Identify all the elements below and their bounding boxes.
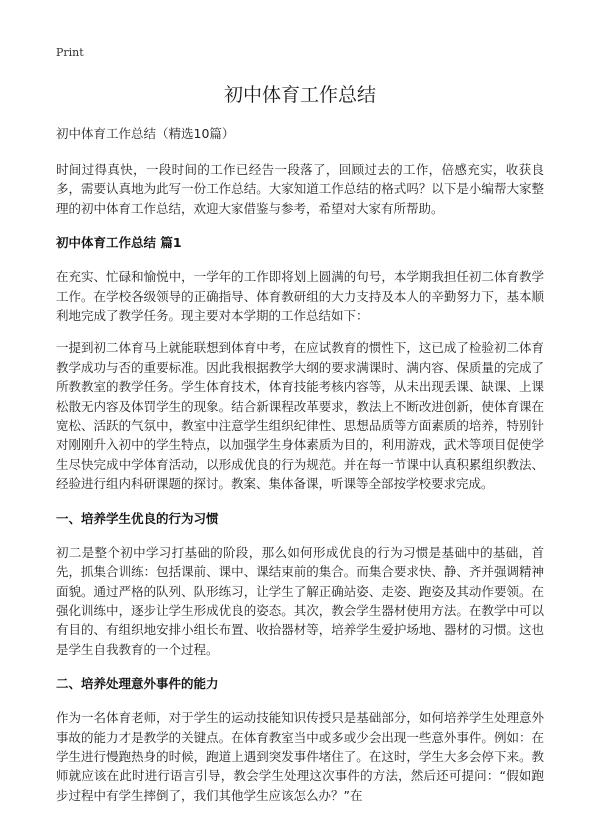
paragraph-4: 作为一名体育老师，对于学生的运动技能知识传授只是基础部分，如何培养学生处理意外事故的能力才是教学的关键点。在体育教室当中或多或少会出现一些意外事件。例如：在学生进行慢跑热身的时候，跑道上遇到突发事件堵住了。在这时，学生大多会停下来。教师就应该在此时进行语言引导，教会学生处理这次事件的方法，然后还可提问：“假如跑步过程中有学生摔倒了，我们其他学生应该怎么办？”在	[56, 710, 544, 803]
section-heading-1: 一、培养学生优良的行为习惯	[56, 510, 219, 526]
print-link[interactable]: Print	[56, 46, 84, 59]
page-title: 初中体育工作总结	[223, 84, 376, 106]
section-heading-2: 二、培养处理意外事件的能力	[56, 676, 219, 692]
paragraph-2: 一提到初二体育马上就能联想到体育中考，在应试教育的惯性下，这已成了检验初二体育教学成功与否的重要标准。因此我根据教学大纲的要求满课时、满内容、保质量的完成了所教教室的教学任务。学生体育技术，体育技能考核内容等，从未出现丢课、缺课、上课松散无内容及体罚学生的现象。结合新课程改革要求，教法上不断改进创新，使体育课在宽松、活跃的气氛中，教室中注意学生组织纪律性、思想品质等方面素质的培养，特别针对刚刚升入初中的学生特点，以加强学生身体素质为目的，利用游戏，武术等项目促使学生尽快完成中学体育活动，以形成优良的行为规范。并在每一节课中认真积累组织教法、经验进行组内科研课题的探讨。教案、集体备课，听课等全部按学校要求完成。	[56, 340, 544, 492]
article-heading: 初中体育工作总结 篇1	[56, 235, 182, 251]
intro-paragraph: 时间过得真快，一段时间的工作已经告一段落了，回顾过去的工作，倍感充实，收获良多，需要认真地为此写一份工作总结。大家知道工作总结的格式吗？以下是小编帮大家整理的初中体育工作总结，欢迎大家借鉴与参考，希望对大家有所帮助。	[56, 162, 544, 216]
document-subtitle: 初中体育工作总结（精选10篇）	[56, 126, 235, 141]
paragraph-3: 初二是整个初中学习打基础的阶段，那么如何形成优良的行为习惯是基础中的基础，首先，抓集合训练：包括课前、课中、课结束前的集合。而集合要求快、静、齐并强调精神面貌。通过严格的队列、队形练习，让学生了解正确站姿、走姿、跑姿及其动作要领。在强化训练中，逐步让学生形成优良的姿态。其次，教会学生器材使用方法。在教学中可以有目的、有组织地安排小组长布置、收拾器材等，培养学生爱护场地、器材的习惯。这也是学生自我教育的一个过程。	[56, 544, 544, 657]
paragraph-1: 在充实、忙碌和愉悦中，一学年的工作即将划上圆满的句号，本学期我担任初二体育教学工作。在学校各级领导的正确指导、体育教研组的大力支持及本人的辛勤努力下，基本顺利地完成了教学任务。现主要对本学期的工作总结如下：	[56, 269, 544, 324]
